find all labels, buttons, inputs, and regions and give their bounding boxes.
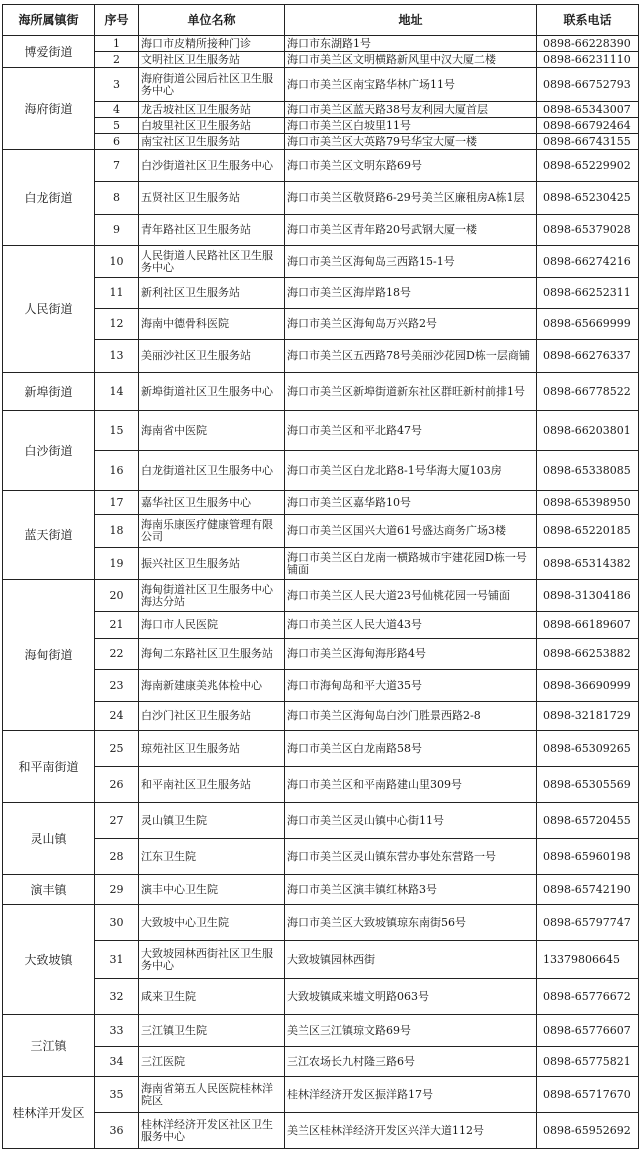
table-row: [3, 839, 639, 875]
table-row: [3, 702, 639, 731]
unit-name: 海口市人民医院: [139, 612, 285, 639]
phone-cell: 0898-65305569: [537, 767, 639, 803]
address-cell: 海口市美兰区海甸岛三西路15-1号: [285, 246, 537, 278]
row-number: 8: [95, 182, 139, 215]
unit-name: 新利社区卫生服务站: [139, 278, 285, 309]
address-cell: 海口市美兰区海岸路18号: [285, 278, 537, 309]
address-cell: 海口市美兰区大英路79号华宝大厦一楼: [285, 134, 537, 150]
address-cell: 海口市美兰区嘉华路10号: [285, 491, 537, 515]
unit-name: 海口市皮精所接种门诊: [139, 36, 285, 52]
street-cell: 蓝天街道: [3, 491, 95, 580]
phone-cell: 0898-65220185: [537, 515, 639, 548]
row-number: 11: [95, 278, 139, 309]
phone-cell: 0898-65229902: [537, 150, 639, 182]
address-cell: 海口市美兰区白龙南一横路城市宇建花园D栋一号铺面: [285, 548, 537, 580]
table-row: [3, 102, 639, 118]
header-street: 海所属镇街: [3, 5, 95, 36]
address-cell: 海口市美兰区青年路20号武钢大厦一楼: [285, 215, 537, 246]
unit-name: 海甸街道社区卫生服务中心海达分站: [139, 580, 285, 612]
street-cell: 桂林洋开发区: [3, 1077, 95, 1149]
unit-name: 海南中德骨科医院: [139, 309, 285, 340]
phone-cell: 0898-66203801: [537, 411, 639, 451]
address-cell: 海口市美兰区大致坡镇琼东南街56号: [285, 905, 537, 941]
table-row: [3, 670, 639, 702]
phone-cell: 0898-65742190: [537, 875, 639, 905]
unit-name: 白沙街道社区卫生服务中心: [139, 150, 285, 182]
address-cell: 海口市美兰区海甸岛万兴路2号: [285, 309, 537, 340]
unit-name: 灵山镇卫生院: [139, 803, 285, 839]
row-number: 28: [95, 839, 139, 875]
table-row: [3, 68, 639, 102]
table-row: [3, 451, 639, 491]
street-cell: 灵山镇: [3, 803, 95, 875]
unit-name: 青年路社区卫生服务站: [139, 215, 285, 246]
address-cell: 海口市美兰区文明横路新风里中汉大厦二楼: [285, 52, 537, 68]
row-number: 3: [95, 68, 139, 102]
address-cell: 海口市美兰区南宝路华林广场11号: [285, 68, 537, 102]
table-row: [3, 941, 639, 979]
address-cell: 海口市美兰区五西路78号美丽沙花园D栋一层商铺: [285, 340, 537, 373]
row-number: 7: [95, 150, 139, 182]
street-cell: 三江镇: [3, 1015, 95, 1077]
address-cell: 海口市海甸岛和平大道35号: [285, 670, 537, 702]
unit-name: 五贤社区卫生服务站: [139, 182, 285, 215]
phone-cell: 0898-66792464: [537, 118, 639, 134]
unit-name: 美丽沙社区卫生服务站: [139, 340, 285, 373]
phone-cell: 0898-66253882: [537, 639, 639, 670]
row-number: 23: [95, 670, 139, 702]
unit-name: 海南新建康美兆体检中心: [139, 670, 285, 702]
table-row: [3, 52, 639, 68]
street-cell: 演丰镇: [3, 875, 95, 905]
unit-name: 大致坡园林西街社区卫生服务中心: [139, 941, 285, 979]
unit-name: 海南乐康医疗健康管理有限公司: [139, 515, 285, 548]
address-cell: 海口市美兰区海甸岛白沙门胜景西路2-8: [285, 702, 537, 731]
table-row: [3, 246, 639, 278]
row-number: 9: [95, 215, 139, 246]
address-cell: 海口市美兰区演丰镇红林路3号: [285, 875, 537, 905]
phone-cell: 0898-66778522: [537, 373, 639, 411]
unit-name: 江东卫生院: [139, 839, 285, 875]
unit-name: 和平南社区卫生服务站: [139, 767, 285, 803]
phone-cell: 0898-65343007: [537, 102, 639, 118]
row-number: 19: [95, 548, 139, 580]
row-number: 14: [95, 373, 139, 411]
table-row: [3, 411, 639, 451]
phone-cell: 0898-65960198: [537, 839, 639, 875]
table-row: [3, 150, 639, 182]
phone-cell: 13379806645: [537, 941, 639, 979]
address-cell: 海口市美兰区白龙北路8-1号华海大厦103房: [285, 451, 537, 491]
row-number: 27: [95, 803, 139, 839]
row-number: 29: [95, 875, 139, 905]
phone-cell: 0898-66276337: [537, 340, 639, 373]
row-number: 35: [95, 1077, 139, 1113]
phone-cell: 0898-66228390: [537, 36, 639, 52]
row-number: 22: [95, 639, 139, 670]
street-cell: 海甸街道: [3, 580, 95, 731]
phone-cell: 0898-65338085: [537, 451, 639, 491]
phone-cell: 0898-65775821: [537, 1047, 639, 1077]
unit-name: 人民街道人民路社区卫生服务中心: [139, 246, 285, 278]
unit-name: 嘉华社区卫生服务中心: [139, 491, 285, 515]
address-cell: 海口市美兰区国兴大道61号盛达商务广场3楼: [285, 515, 537, 548]
table-row: [3, 182, 639, 215]
header-address: 地址: [285, 5, 537, 36]
phone-cell: 0898-66189607: [537, 612, 639, 639]
street-cell: 博爱街道: [3, 36, 95, 68]
street-cell: 大致坡镇: [3, 905, 95, 1015]
table-row: [3, 731, 639, 767]
unit-name: 文明社区卫生服务站: [139, 52, 285, 68]
row-number: 1: [95, 36, 139, 52]
unit-name: 琼苑社区卫生服务站: [139, 731, 285, 767]
table-body: [3, 36, 639, 1149]
phone-cell: 0898-66231110: [537, 52, 639, 68]
street-cell: 和平南街道: [3, 731, 95, 803]
unit-name: 咸来卫生院: [139, 979, 285, 1015]
phone-cell: 0898-66752793: [537, 68, 639, 102]
clinic-table: [2, 4, 639, 1149]
table-row: [3, 1113, 639, 1149]
address-cell: 大致坡镇咸来墟文明路063号: [285, 979, 537, 1015]
address-cell: 海口市美兰区蓝天路38号友利园大厦首层: [285, 102, 537, 118]
phone-cell: 0898-65717670: [537, 1077, 639, 1113]
unit-name: 白龙街道社区卫生服务中心: [139, 451, 285, 491]
unit-name: 三江镇卫生院: [139, 1015, 285, 1047]
table-row: [3, 1047, 639, 1077]
phone-cell: 0898-65952692: [537, 1113, 639, 1149]
phone-cell: 0898-65379028: [537, 215, 639, 246]
unit-name: 龙舌坡社区卫生服务站: [139, 102, 285, 118]
unit-name: 新埠街道社区卫生服务中心: [139, 373, 285, 411]
unit-name: 振兴社区卫生服务站: [139, 548, 285, 580]
table-row: [3, 1015, 639, 1047]
street-cell: 白龙街道: [3, 150, 95, 246]
table-row: [3, 905, 639, 941]
table-row: [3, 118, 639, 134]
phone-cell: 0898-32181729: [537, 702, 639, 731]
phone-cell: 0898-66274216: [537, 246, 639, 278]
table-row: [3, 491, 639, 515]
table-row: [3, 580, 639, 612]
phone-cell: 0898-65776672: [537, 979, 639, 1015]
unit-name: 桂林洋经济开发区社区卫生服务中心: [139, 1113, 285, 1149]
header-no: 序号: [95, 5, 139, 36]
table-row: [3, 767, 639, 803]
table-row: [3, 340, 639, 373]
street-cell: 新埠街道: [3, 373, 95, 411]
row-number: 20: [95, 580, 139, 612]
phone-cell: 0898-65669999: [537, 309, 639, 340]
unit-name: 海甸二东路社区卫生服务站: [139, 639, 285, 670]
phone-cell: 0898-66252311: [537, 278, 639, 309]
row-number: 12: [95, 309, 139, 340]
row-number: 25: [95, 731, 139, 767]
address-cell: 三江农场长九村隆三路6号: [285, 1047, 537, 1077]
phone-cell: 0898-65309265: [537, 731, 639, 767]
table-row: [3, 979, 639, 1015]
street-cell: 海府街道: [3, 68, 95, 150]
address-cell: 海口市美兰区敬贤路6-29号美兰区廉租房A栋1层: [285, 182, 537, 215]
phone-cell: 0898-65230425: [537, 182, 639, 215]
unit-name: 南宝社区卫生服务站: [139, 134, 285, 150]
address-cell: 海口市美兰区人民大道43号: [285, 612, 537, 639]
row-number: 16: [95, 451, 139, 491]
table-row: [3, 639, 639, 670]
address-cell: 美兰区桂林洋经济开发区兴洋大道112号: [285, 1113, 537, 1149]
address-cell: 海口市美兰区新埠街道新东社区群旺新村前排1号: [285, 373, 537, 411]
table-row: [3, 278, 639, 309]
phone-cell: 0898-66743155: [537, 134, 639, 150]
unit-name: 大致坡中心卫生院: [139, 905, 285, 941]
address-cell: 海口市东湖路1号: [285, 36, 537, 52]
address-cell: 桂林洋经济开发区振洋路17号: [285, 1077, 537, 1113]
address-cell: 海口市美兰区人民大道23号仙桃花园一号铺面: [285, 580, 537, 612]
table-row: [3, 1077, 639, 1113]
unit-name: 海南省第五人民医院桂林洋院区: [139, 1077, 285, 1113]
phone-cell: 0898-65398950: [537, 491, 639, 515]
address-cell: 美兰区三江镇琼文路69号: [285, 1015, 537, 1047]
row-number: 10: [95, 246, 139, 278]
row-number: 21: [95, 612, 139, 639]
table-row: [3, 612, 639, 639]
table-row: [3, 373, 639, 411]
row-number: 13: [95, 340, 139, 373]
unit-name: 白坡里社区卫生服务站: [139, 118, 285, 134]
phone-cell: 0898-65314382: [537, 548, 639, 580]
address-cell: 海口市美兰区白龙南路58号: [285, 731, 537, 767]
address-cell: 大致坡镇园林西街: [285, 941, 537, 979]
row-number: 6: [95, 134, 139, 150]
address-cell: 海口市美兰区灵山镇中心街11号: [285, 803, 537, 839]
row-number: 26: [95, 767, 139, 803]
table-row: [3, 134, 639, 150]
header-phone: 联系电话: [537, 5, 639, 36]
phone-cell: 0898-65720455: [537, 803, 639, 839]
row-number: 24: [95, 702, 139, 731]
phone-cell: 0898-65797747: [537, 905, 639, 941]
row-number: 2: [95, 52, 139, 68]
unit-name: 海府街道公园后社区卫生服务中心: [139, 68, 285, 102]
table-row: [3, 309, 639, 340]
unit-name: 海南省中医院: [139, 411, 285, 451]
phone-cell: 0898-31304186: [537, 580, 639, 612]
row-number: 32: [95, 979, 139, 1015]
address-cell: 海口市美兰区海甸海彤路4号: [285, 639, 537, 670]
table-row: [3, 515, 639, 548]
address-cell: 海口市美兰区和平北路47号: [285, 411, 537, 451]
row-number: 15: [95, 411, 139, 451]
unit-name: 三江医院: [139, 1047, 285, 1077]
phone-cell: 0898-65776607: [537, 1015, 639, 1047]
unit-name: 白沙门社区卫生服务站: [139, 702, 285, 731]
header-row: [3, 5, 639, 36]
row-number: 31: [95, 941, 139, 979]
street-cell: 人民街道: [3, 246, 95, 373]
address-cell: 海口市美兰区文明东路69号: [285, 150, 537, 182]
street-cell: 白沙街道: [3, 411, 95, 491]
header-unit: 单位名称: [139, 5, 285, 36]
row-number: 18: [95, 515, 139, 548]
phone-cell: 0898-36690999: [537, 670, 639, 702]
row-number: 30: [95, 905, 139, 941]
table-row: [3, 875, 639, 905]
table-row: [3, 803, 639, 839]
table-row: [3, 548, 639, 580]
table-row: [3, 36, 639, 52]
unit-name: 演丰中心卫生院: [139, 875, 285, 905]
row-number: 5: [95, 118, 139, 134]
address-cell: 海口市美兰区灵山镇东营办事处东营路一号: [285, 839, 537, 875]
table-row: [3, 215, 639, 246]
row-number: 17: [95, 491, 139, 515]
row-number: 4: [95, 102, 139, 118]
row-number: 33: [95, 1015, 139, 1047]
address-cell: 海口市美兰区和平南路建山里309号: [285, 767, 537, 803]
row-number: 34: [95, 1047, 139, 1077]
address-cell: 海口市美兰区白坡里11号: [285, 118, 537, 134]
row-number: 36: [95, 1113, 139, 1149]
